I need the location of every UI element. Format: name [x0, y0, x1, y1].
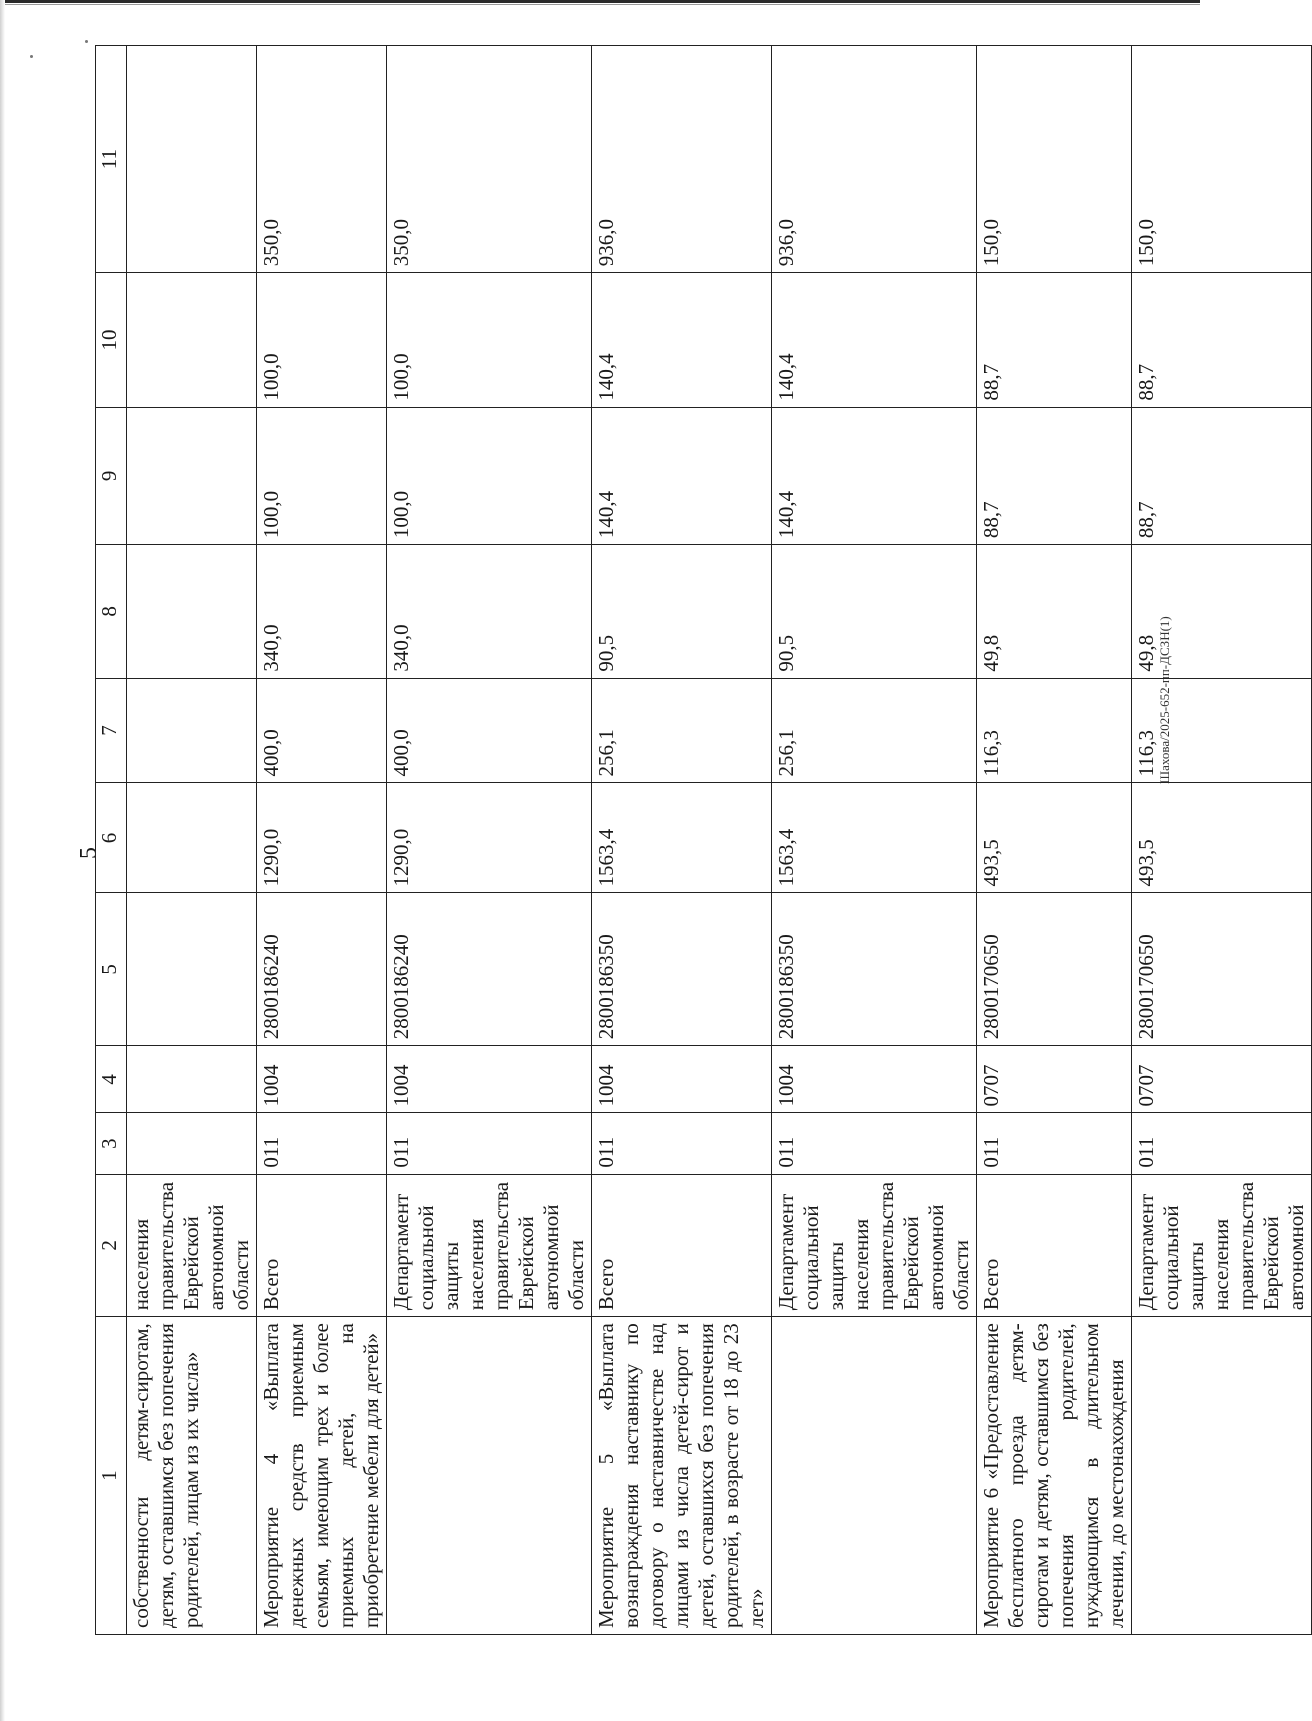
value-cell: 2800186350: [592, 893, 772, 1046]
value-cell: [127, 678, 257, 783]
scan-border-top: [0, 0, 1200, 3]
value-cell: 2800170650: [977, 893, 1132, 1046]
value-cell: 2800186350: [772, 893, 977, 1046]
scan-speck: [30, 55, 33, 58]
value-cell: 140,4: [592, 273, 772, 407]
value-cell: 011: [977, 1113, 1132, 1174]
value-cell: 100,0: [257, 273, 387, 407]
column-header: 8: [96, 545, 127, 678]
value-cell: 011: [592, 1113, 772, 1174]
value-cell: 49,8: [1132, 545, 1312, 678]
responsible-cell: Департамент социальной защиты населения правительства Еврейской автономной: [1132, 1174, 1312, 1317]
value-cell: 936,0: [592, 46, 772, 273]
value-cell: 2800170650: [1132, 893, 1312, 1046]
responsible-cell: Всего: [257, 1174, 387, 1317]
value-cell: 1290,0: [387, 783, 592, 893]
value-cell: 90,5: [592, 545, 772, 678]
value-cell: 011: [387, 1113, 592, 1174]
value-cell: [127, 783, 257, 893]
page-number: 5: [76, 847, 102, 859]
value-cell: 140,4: [592, 407, 772, 545]
value-cell: [127, 407, 257, 545]
value-cell: 49,8: [977, 545, 1132, 678]
value-cell: 493,5: [977, 783, 1132, 893]
value-cell: 116,3: [977, 678, 1132, 783]
column-header: 11: [96, 46, 127, 273]
column-header: 7: [96, 678, 127, 783]
column-header: 10: [96, 273, 127, 407]
value-cell: 256,1: [772, 678, 977, 783]
value-cell: 116,3: [1132, 678, 1312, 783]
value-cell: 350,0: [257, 46, 387, 273]
column-header: 4: [96, 1046, 127, 1113]
activity-name-cell: Мероприятие 6 «Предоставление бесплатного проезда детям-сиротам и детям, оставшимся без попечения родителей, нуждающимся в длительном лечении, до местонахождения: [977, 1317, 1132, 1635]
table-header-row: [96, 46, 127, 1635]
value-cell: 493,5: [1132, 783, 1312, 893]
column-header: 9: [96, 407, 127, 545]
budget-table: [95, 45, 1312, 1635]
value-cell: 011: [257, 1113, 387, 1174]
responsible-cell: Всего: [592, 1174, 772, 1317]
activity-name-cell: [772, 1317, 977, 1635]
value-cell: 1004: [387, 1046, 592, 1113]
table-row: [1132, 46, 1312, 1635]
activity-name-cell: собственности детям-сиротам, детям, оставшимся без попечения родителей, лицам из их числа»: [127, 1317, 257, 1635]
activity-name-cell: Мероприятие 5 «Выплата вознаграждения наставнику по договору о наставничестве над лицами из числа детей-сирот и детей, оставшихся без попечения родителей, в возрасте от 18 до 23 лет»: [592, 1317, 772, 1635]
responsible-cell: Всего: [977, 1174, 1132, 1317]
table-row: [977, 46, 1132, 1635]
scan-edge-shadow: [0, 0, 5, 1721]
table-row: [127, 46, 257, 1635]
value-cell: 1563,4: [592, 783, 772, 893]
value-cell: 88,7: [977, 273, 1132, 407]
value-cell: 140,4: [772, 273, 977, 407]
value-cell: 0707: [1132, 1046, 1312, 1113]
scan-speck: [85, 40, 88, 43]
column-header: 5: [96, 893, 127, 1046]
scan-border-top-faint: [0, 4, 1200, 5]
value-cell: 400,0: [257, 678, 387, 783]
table-body: [127, 46, 1312, 1635]
value-cell: 340,0: [387, 545, 592, 678]
value-cell: 1563,4: [772, 783, 977, 893]
responsible-cell: Департамент социальной защиты населения правительства Еврейской автономной области: [387, 1174, 592, 1317]
value-cell: 140,4: [772, 407, 977, 545]
value-cell: [127, 1046, 257, 1113]
value-cell: [127, 273, 257, 407]
column-header: 1: [96, 1317, 127, 1635]
value-cell: 150,0: [977, 46, 1132, 273]
value-cell: 011: [772, 1113, 977, 1174]
value-cell: 1004: [772, 1046, 977, 1113]
value-cell: 88,7: [1132, 407, 1312, 545]
column-header: 3: [96, 1113, 127, 1174]
value-cell: 100,0: [387, 273, 592, 407]
value-cell: 100,0: [257, 407, 387, 545]
activity-name-cell: Мероприятие 4 «Выплата денежных средств приемным семьям, имеющим трех и более приемных детей, на приобретение мебели для детей»: [257, 1317, 387, 1635]
value-cell: 2800186240: [257, 893, 387, 1046]
value-cell: [127, 1113, 257, 1174]
responsible-cell: Департамент социальной защиты населения правительства Еврейской автономной области: [772, 1174, 977, 1317]
value-cell: 1290,0: [257, 783, 387, 893]
value-cell: 2800186240: [387, 893, 592, 1046]
value-cell: [127, 46, 257, 273]
value-cell: 256,1: [592, 678, 772, 783]
value-cell: 88,7: [977, 407, 1132, 545]
table-row: [772, 46, 977, 1635]
value-cell: 88,7: [1132, 273, 1312, 407]
value-cell: 100,0: [387, 407, 592, 545]
activity-name-cell: [387, 1317, 592, 1635]
value-cell: 150,0: [1132, 46, 1312, 273]
value-cell: 400,0: [387, 678, 592, 783]
table-row: [387, 46, 592, 1635]
value-cell: 90,5: [772, 545, 977, 678]
column-header: 2: [96, 1174, 127, 1317]
column-header: 6: [96, 783, 127, 893]
table-row: [592, 46, 772, 1635]
responsible-cell: населения правительства Еврейской автономной области: [127, 1174, 257, 1317]
value-cell: 011: [1132, 1113, 1312, 1174]
value-cell: 936,0: [772, 46, 977, 273]
value-cell: 350,0: [387, 46, 592, 273]
value-cell: 1004: [257, 1046, 387, 1113]
value-cell: [127, 545, 257, 678]
table-row: [257, 46, 387, 1635]
document-footer-code: Шахова/2025-652-пп-ДСЗН(1): [1157, 616, 1172, 784]
value-cell: 340,0: [257, 545, 387, 678]
activity-name-cell: [1132, 1317, 1312, 1635]
value-cell: 1004: [592, 1046, 772, 1113]
value-cell: [127, 893, 257, 1046]
value-cell: 0707: [977, 1046, 1132, 1113]
